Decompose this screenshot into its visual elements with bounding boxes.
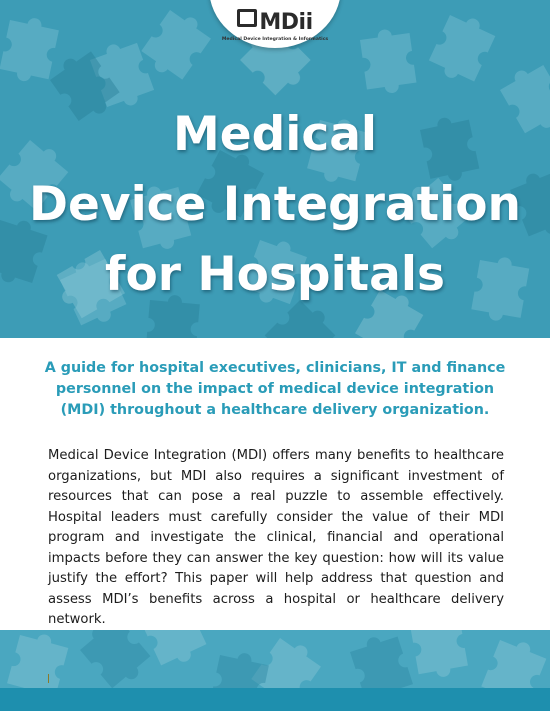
footer-puzzle-band: [0, 630, 550, 688]
title-line-3: for Hospitals: [105, 247, 445, 302]
intro-paragraph: Medical Device Integration (MDI) offers many benefits to healthcare organizations, but MDI also requires a significant investment of resources that can pose a real puzzle to assemble effectively. Hospital leaders must carefully consider the value of their MDI program and investigate the clinical, financial and operational impacts before they can answer the key question: how will its value justify the effort? This paper will help address that question and assess MDI’s benefits across a hospital or healthcare delivery network.: [48, 448, 504, 627]
footer-puzzle-background: [0, 630, 550, 688]
page-marker: [48, 674, 49, 683]
logo-badge: [209, 0, 341, 48]
logo-wordmark-text: MDii: [259, 10, 313, 35]
title-line-1: Medical: [172, 107, 378, 162]
mdii-logo: [209, 10, 341, 35]
logo-mark-icon: [237, 9, 257, 27]
footer-bar: [0, 688, 550, 711]
document-title: [0, 100, 550, 310]
logo-tagline: Medical Device Integration & Informatics: [221, 37, 329, 42]
hero-banner: [0, 0, 550, 338]
title-line-2: Device Integration: [29, 177, 521, 232]
document-subtitle: A guide for hospital executives, clinicians, IT and finance personnel on the impact of medical device integration (MDI) throughout a healthcare delivery organization.: [44, 360, 506, 418]
